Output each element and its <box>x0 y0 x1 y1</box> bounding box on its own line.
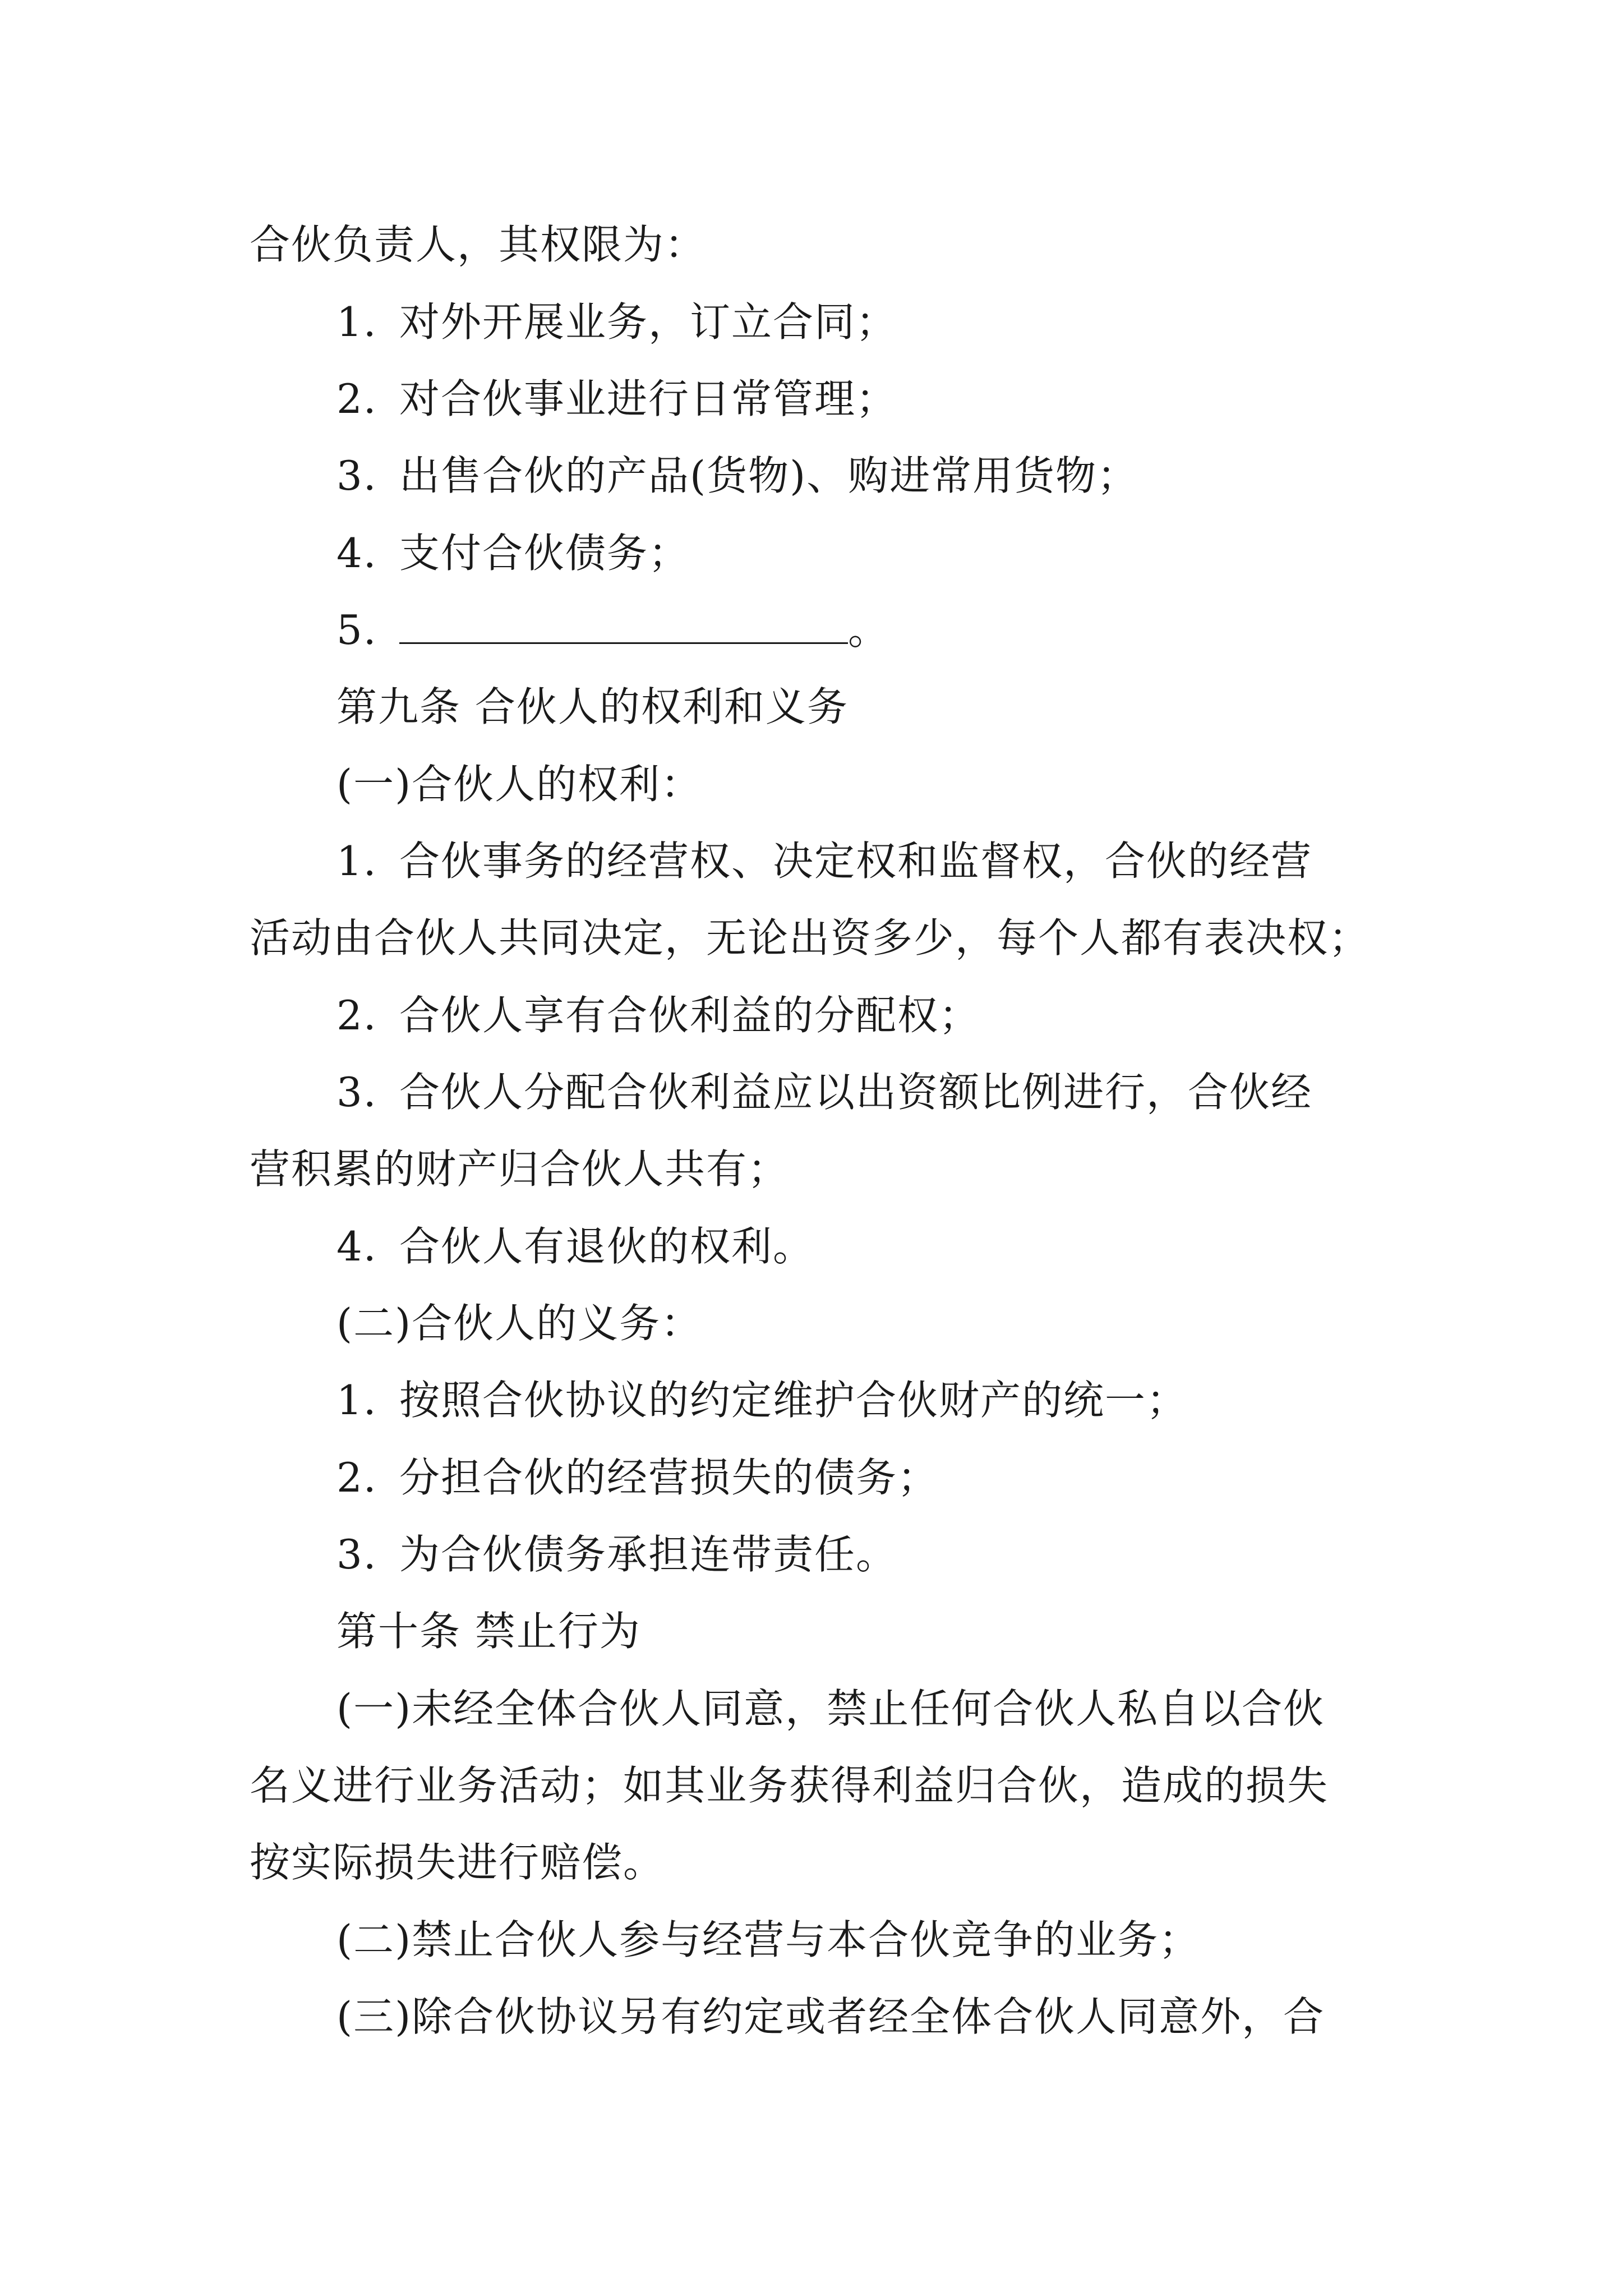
list-item-text: 支付合伙债务； <box>399 530 690 577</box>
list-item-text: 合伙事务的经营权、决定权和监督权，合伙的经营 <box>399 838 1313 885</box>
paragraph-line: 营积累的财产归合伙人共有； <box>250 1145 790 1193</box>
subsection-heading: (一)合伙人的权利： <box>336 761 703 808</box>
list-number: 2. <box>336 992 377 1039</box>
list-item <box>336 1223 815 1270</box>
paragraph-line: 名义进行业务活动；如其业务获得利益归合伙，造成的损失 <box>250 1762 1329 1809</box>
list-item <box>336 838 1313 885</box>
paragraph-line: 按实际损失进行赔偿。 <box>250 1839 665 1886</box>
paragraph-line: (一)未经全体合伙人同意，禁止任何合伙人私自以合伙 <box>336 1685 1325 1732</box>
paragraph-line: 活动由合伙人共同决定，无论出资多少，每个人都有表决权； <box>250 914 1371 961</box>
list-item-text: 出售合伙的产品(货物)、购进常用货物； <box>399 452 1139 499</box>
list-item <box>336 1531 898 1578</box>
list-item-text: 。 <box>848 606 890 654</box>
list-item <box>336 1454 939 1501</box>
list-item <box>336 530 690 577</box>
list-number: 2. <box>336 375 377 422</box>
list-number: 3. <box>336 1531 377 1578</box>
list-number: 4. <box>336 1223 377 1270</box>
list-item-text: 对合伙事业进行日常管理； <box>399 375 898 422</box>
list-number: 1. <box>336 1377 377 1424</box>
list-item-text: 按照合伙协议的约定维护合伙财产的统一； <box>399 1377 1188 1424</box>
list-item-text: 合伙人享有合伙利益的分配权； <box>399 992 981 1039</box>
paragraph-line: (二)禁止合伙人参与经营与本合伙竞争的业务； <box>336 1916 1201 1963</box>
list-number: 4. <box>336 530 377 577</box>
list-item <box>336 1377 1188 1424</box>
list-item-text: 对外开展业务，订立合同； <box>399 298 898 346</box>
list-number: 1. <box>336 838 377 885</box>
list-item <box>336 452 1139 499</box>
list-item-text: 合伙人有退伙的权利。 <box>399 1223 815 1270</box>
list-item <box>336 298 898 346</box>
list-item-text: 合伙人分配合伙利益应以出资额比例进行，合伙经 <box>399 1069 1313 1116</box>
section-heading: 第十条 禁止行为 <box>336 1608 641 1655</box>
paragraph-line: (三)除合伙协议另有约定或者经全体合伙人同意外，合 <box>336 1993 1325 2040</box>
list-number: 2. <box>336 1454 377 1501</box>
list-item-text: 分担合伙的经营损失的债务； <box>399 1454 939 1501</box>
list-item <box>336 606 890 654</box>
list-item <box>336 992 981 1039</box>
fill-in-blank <box>399 640 848 644</box>
list-number: 3. <box>336 452 377 499</box>
paragraph-line: 合伙负责人，其权限为： <box>250 221 707 268</box>
list-item-text: 为合伙债务承担连带责任。 <box>399 1531 898 1578</box>
list-number: 3. <box>336 1069 377 1116</box>
list-number: 5. <box>336 606 377 654</box>
list-number: 1. <box>336 298 377 346</box>
subsection-heading: (二)合伙人的义务： <box>336 1300 703 1347</box>
list-item <box>336 375 898 422</box>
list-item <box>336 1069 1313 1116</box>
section-heading: 第九条 合伙人的权利和义务 <box>336 683 849 730</box>
